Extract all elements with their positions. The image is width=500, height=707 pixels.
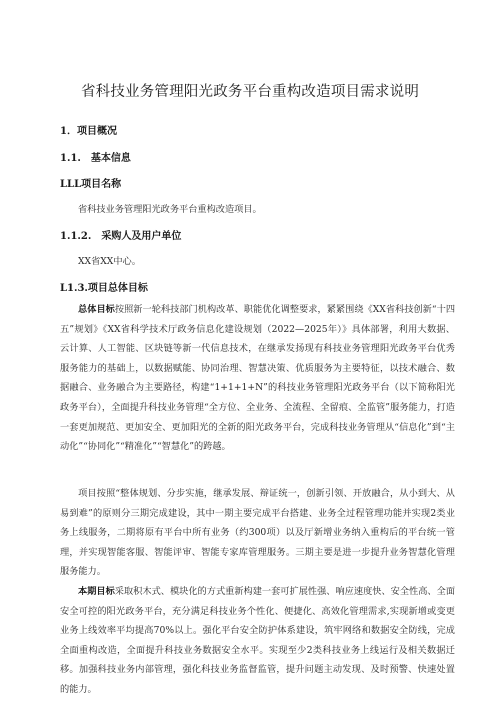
phases-text: 项目按照“整体规划、分步实施，继承发展、辩证统一，创新引领、开放融合，从小到大、从易到难”的原则分三期完成建设，其中一期主要完成平台搭建、业务全过程管理功能并实现2类业务上线服务，二期将原有平台中所有业务（约300项）以及厅新增业务纳入重构后的平台统一管理，并实现智能客服、智能评审、智能专家库管理服务。三期主要是进一步提升业务智慧化管理服务能力。 xyxy=(60,488,455,578)
heading-project-name: LLL项目名称 xyxy=(60,179,122,190)
document-title: 省科技业务管理阳光政务平台重构改造项目需求说明 xyxy=(80,84,420,100)
current-goal-paragraph xyxy=(60,582,455,700)
heading-basic-info: 1.1. 基本信息 xyxy=(60,153,131,164)
current-goal-text: 采取积木式、模块化的方式重新构建一套可扩展性强、响应速度快、安全性高、全面安全可控的阳光政务平台，充分满足科技业务个性化、便捷化、高效化管理需求,实现新增或变更业务上线效率平均提高70%以上。强化平台安全防护体系建设，筑牢网络和数据安全防线，完成全面重构改造，全面提升科技业务数据安全水平。实现至少2类科技业务上线运行及相关数据迁移。加强科技业务内部管理，强化科技业务监督监管，提升问题主动发现、及时预警、快速处置的能力。 xyxy=(60,586,456,695)
heading-purchaser: 1.1.2. 采购人及用户单位 xyxy=(60,231,182,242)
heading-overall-goal: L1.3.项目总体目标 xyxy=(60,283,148,294)
heading-project-overview: 1．项目概况 xyxy=(60,126,117,137)
overall-goal-paragraph xyxy=(60,300,455,457)
current-goal-label: 本期目标 xyxy=(78,586,115,597)
overall-goal-text: 按照新一轮科技部门机构改革、职能优化调整要求，紧紧围绕《XX省科技创新“十四五”规划》《XX省科学技术厅政务信息化建设规划（2022—2025年）》具体部署，利用大数据、云计算、人工智能、区块链等新一代信息技术，在继承发扬现有科技业务管理阳光政务平台优秀服务能力的基础上，以数据赋能、协同治理、智慧决策、优质服务为主要特征，以技术融合、数据融合、业务融合为主要路径，构建“1+1+1+N”的科技业务管理阳光政务平台（以下简称阳光政务平台），全面提升科技业务管理“全方位、全业务、全流程、全留痕、全监管”服务能力，打造一套更加规范、更加安全、更加阳光的全新的阳光政务平台，完成科技业务管理从“信息化”到“主动化”“协同化”“精准化”“智慧化”的跨越。 xyxy=(60,304,456,453)
overall-goal-label: 总体目标 xyxy=(78,304,115,315)
project-name-text: 省科技业务管理阳光政务平台重构改造项目。 xyxy=(78,204,262,215)
purchaser-text: XX省XX中心。 xyxy=(78,256,141,267)
phases-paragraph xyxy=(60,484,455,582)
